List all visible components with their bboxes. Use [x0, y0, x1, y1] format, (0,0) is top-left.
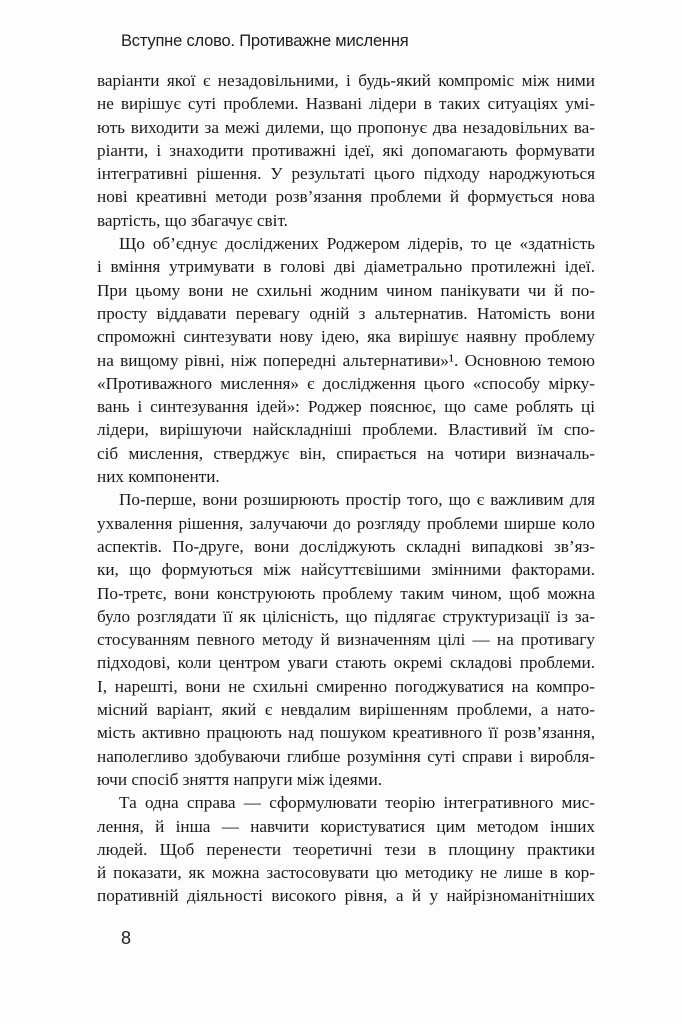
text-line: мість активно працюють над пошуком креативного її розв’язання, — [97, 723, 595, 743]
text-line: просту віддавати перевагу одній з альтернатив. Натомість вони — [97, 303, 595, 323]
text-line: вартість, що збагачує світ. — [97, 210, 288, 230]
text-line: ухвалення рішення, залучаючи до розгляду проблеми ширше коло — [97, 513, 595, 533]
text-line: «Противажного мислення» є дослідження цього «способу мірку- — [97, 373, 595, 393]
text-line: лідери, вирішуючи найскладніші проблеми. Властивий їм спо- — [97, 420, 595, 440]
text-line: аспектів. По-друге, вони досліджують складні випадкові зв’яз- — [97, 536, 595, 556]
text-line: було розглядати її як цілісність, що підлягає структуризації із за- — [97, 606, 595, 626]
text-line: ючи спосіб зняття напруги між ідеями. — [97, 769, 383, 789]
text-line: поративній діяльності високого рівня, а й у найрізноманітніших — [97, 886, 595, 906]
text-line: По-третє, вони конструюють проблему таким чином, щоб можна — [97, 583, 595, 603]
text-line: на вищому рівні, ніж попередні альтернативи»¹. Основною темою — [97, 350, 595, 370]
paragraph — [97, 69, 595, 232]
text-line: них компоненти. — [97, 467, 220, 487]
text-line: ки, що формуються між найсуттєвішими змінними факторами. — [97, 560, 595, 580]
text-line: людей. Щоб перенести теоретичні тези в площину практики — [97, 839, 595, 859]
text-line: Та одна справа — сформулювати теорію інтегративного мис- — [119, 793, 595, 813]
text-line: місний варіант, який є невдалим вирішенням проблеми, а нато- — [97, 700, 595, 720]
text-line: Що об’єднує досліджених Роджером лідерів, то це «здатність — [119, 234, 595, 254]
text-line: варіанти якої є незадовільними, і будь-який компроміс між ними — [97, 71, 595, 90]
text-line: лення, й інша — навчити користуватися цим методом інших — [97, 816, 595, 836]
text-line: і вміння утримувати в голові дві діаметрально протилежні ідеї. — [97, 257, 595, 277]
text-line: підходові, коли центром уваги стають окремі складові проблеми. — [97, 653, 595, 673]
running-head: Вступне слово. Противажне мислення — [121, 32, 409, 50]
paragraph — [97, 488, 595, 791]
text-line: не вирішує суті проблеми. Названі лідери в таких ситуаціях умі- — [97, 94, 595, 114]
text-line: ють виходити за межі дилеми, що пропонує два незадовільних ва- — [97, 117, 595, 137]
text-line: сіб мислення, стверджує він, спирається на чотири визначаль- — [97, 443, 595, 463]
text-line: нові креативні методи розв’язання проблеми й формується нова — [97, 187, 595, 207]
paragraph — [97, 232, 595, 488]
text-line: При цьому вони не схильні жодним чином панікувати чи й по- — [97, 280, 595, 300]
text-line: І, нарешті, вони не схильні смиренно погоджуватися на компро- — [97, 676, 595, 696]
paragraph — [97, 791, 595, 907]
body-text — [97, 69, 595, 908]
text-line: й показати, як можна застосовувати цю методику не лише в кор- — [97, 863, 595, 883]
text-line: інтегративні рішення. У результаті цього підходу народжуються — [97, 164, 595, 184]
text-line: стосуванням певного методу й визначенням цілі — на противагу — [97, 630, 595, 650]
text-line: спроможні синтезувати нову ідею, яка вирішує наявну проблему — [97, 327, 595, 347]
text-line: наполегливо здобуваючи глибше розуміння суті справи і виробля- — [97, 746, 595, 766]
text-line: По-перше, вони розширюють простір того, що є важливим для — [119, 490, 595, 510]
text-line: ріанти, і знаходити противажні ідеї, які допомагають формувати — [97, 140, 595, 160]
page-number: 8 — [121, 928, 132, 948]
text-line: вань і синтезування ідей»: Роджер пояснює, що саме роблять ці — [97, 397, 595, 417]
